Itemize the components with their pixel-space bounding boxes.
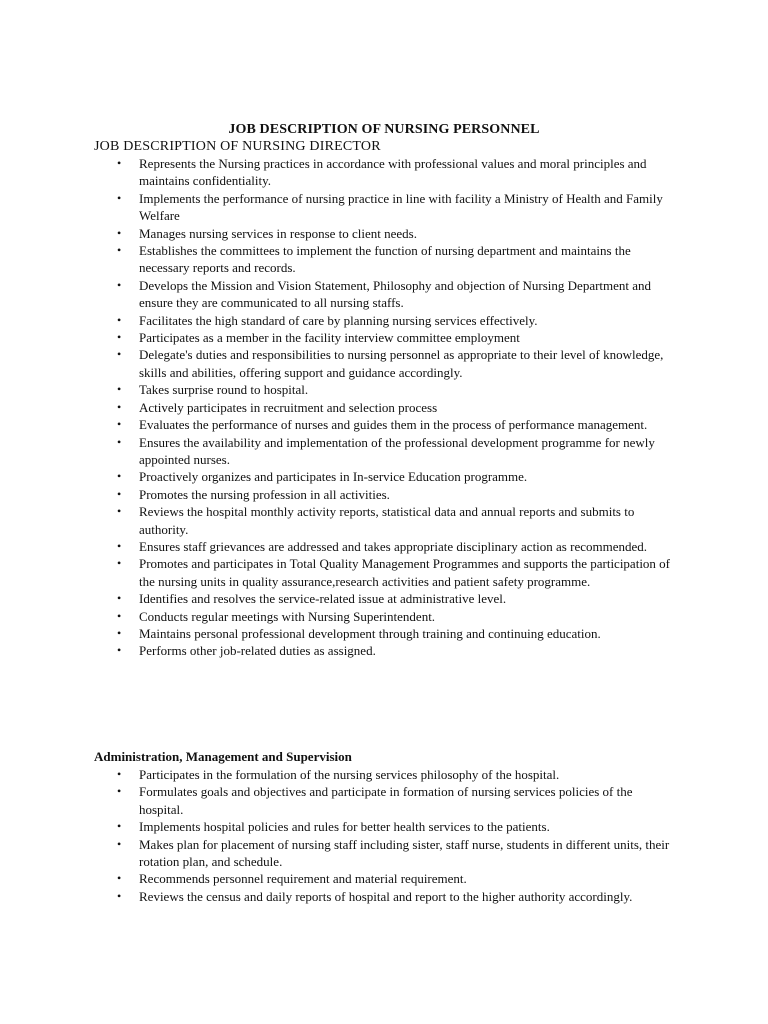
list-item-text: Implements hospital policies and rules for better health services to the patients.	[139, 819, 550, 835]
bullet-icon: •	[117, 643, 122, 658]
list-item-text: Performs other job-related duties as assigned.	[139, 643, 376, 659]
list-item-text: Reviews the hospital monthly activity reports, statistical data and annual reports and submits to authority.	[139, 504, 635, 537]
bullet-icon: •	[117, 556, 122, 571]
list-item-text: Conducts regular meetings with Nursing Superintendent.	[139, 608, 436, 624]
list-item	[0, 555, 768, 590]
list-item-text: Implements the performance of nursing practice in line with facility a Ministry of Health and Family Welfare	[139, 190, 663, 224]
list-item	[0, 870, 768, 887]
bullet-icon: •	[117, 243, 122, 258]
list-item	[0, 468, 768, 485]
bullet-icon: •	[117, 504, 122, 519]
bullet-icon: •	[117, 819, 122, 834]
bullet-list-nursing-director	[0, 155, 768, 660]
bullet-icon: •	[117, 417, 122, 432]
bullet-icon: •	[117, 784, 122, 799]
list-item-text: Facilitates the high standard of care by planning nursing services effectively.	[139, 312, 538, 328]
list-item	[0, 590, 768, 607]
list-item	[0, 642, 768, 659]
bullet-list-administration	[0, 766, 768, 905]
list-item	[0, 888, 768, 905]
bullet-icon: •	[117, 836, 122, 851]
list-item-text: Ensures the availability and implementation of the professional development programme for newly appointed nurses.	[139, 434, 655, 467]
list-item-text: Takes surprise round to hospital.	[139, 382, 309, 398]
list-item	[0, 503, 768, 538]
list-item	[0, 225, 768, 242]
bullet-icon: •	[117, 399, 122, 414]
list-item-text: Represents the Nursing practices in accordance with professional values and moral principles and maintains confidentiality.	[139, 156, 647, 189]
bullet-icon: •	[117, 434, 122, 449]
list-item-text: Formulates goals and objectives and participate in formation of nursing services policies of the hospital.	[139, 784, 633, 817]
section-heading-nursing-director: JOB DESCRIPTION OF NURSING DIRECTOR	[94, 139, 381, 154]
list-item-text: Identifies and resolves the service-related issue at administrative level.	[139, 591, 507, 607]
list-item	[0, 242, 768, 277]
list-item-text: Participates as a member in the facility interview committee employment	[139, 330, 520, 346]
bullet-icon: •	[117, 538, 122, 553]
bullet-icon: •	[117, 591, 122, 606]
list-item	[0, 399, 768, 416]
section-heading-administration: Administration, Management and Supervision	[94, 749, 352, 764]
list-item-text: Establishes the committees to implement the function of nursing department and maintains the necessary reports and records.	[139, 243, 631, 276]
bullet-icon: •	[117, 888, 122, 903]
list-item-text: Recommends personnel requirement and material requirement.	[139, 871, 467, 887]
bullet-icon: •	[117, 625, 122, 640]
list-item	[0, 836, 768, 871]
bullet-icon: •	[117, 871, 122, 886]
bullet-icon: •	[117, 382, 122, 397]
bullet-icon: •	[117, 190, 122, 205]
list-item	[0, 625, 768, 642]
list-item	[0, 766, 768, 783]
list-item	[0, 329, 768, 346]
list-item	[0, 346, 768, 381]
bullet-icon: •	[117, 486, 122, 501]
list-item	[0, 277, 768, 312]
bullet-icon: •	[117, 225, 122, 240]
list-item	[0, 538, 768, 555]
list-item-text: Promotes the nursing profession in all activities.	[139, 486, 390, 502]
list-item	[0, 381, 768, 398]
bullet-icon: •	[117, 469, 122, 484]
list-item-text: Actively participates in recruitment and selection process	[139, 399, 438, 415]
list-item-text: Delegate's duties and responsibilities to nursing personnel as appropriate to their level of knowledge, skills and abilities, offering support and guidance accordingly.	[139, 347, 664, 380]
list-item	[0, 783, 768, 818]
list-item	[0, 608, 768, 625]
list-item	[0, 155, 768, 190]
list-item	[0, 416, 768, 433]
bullet-icon: •	[117, 312, 122, 327]
list-item-text: Develops the Mission and Vision Statement, Philosophy and objection of Nursing Department and ensure they are communicated to all nursing staffs.	[139, 277, 652, 311]
bullet-icon: •	[117, 330, 122, 345]
document-title: JOB DESCRIPTION OF NURSING PERSONNEL	[228, 122, 540, 137]
list-item-text: Participates in the formulation of the nursing services philosophy of the hospital.	[139, 767, 560, 782]
list-item	[0, 434, 768, 469]
list-item	[0, 190, 768, 225]
bullet-icon: •	[117, 277, 122, 292]
list-item-text: Maintains personal professional development through training and continuing education.	[139, 625, 601, 641]
list-item-text: Makes plan for placement of nursing staff including sister, staff nurse, students in different units, their rotation plan, and schedule.	[139, 836, 670, 870]
list-item-text: Promotes and participates in Total Quality Management Programmes and supports the participation of the nursing units in quality assurance,research activities and patient safety programme.	[139, 556, 671, 589]
bullet-icon: •	[117, 767, 122, 781]
list-item	[0, 312, 768, 329]
bullet-icon: •	[117, 608, 122, 623]
list-item	[0, 486, 768, 503]
list-item-text: Reviews the census and daily reports of hospital and report to the higher authority accordingly.	[139, 888, 633, 904]
bullet-icon: •	[117, 156, 122, 170]
list-item-text: Manages nursing services in response to client needs.	[139, 225, 417, 241]
list-item-text: Proactively organizes and participates in In-service Education programme.	[139, 469, 528, 485]
list-item-text: Ensures staff grievances are addressed and takes appropriate disciplinary action as recommended.	[139, 538, 648, 554]
list-item-text: Evaluates the performance of nurses and guides them in the process of performance management.	[139, 417, 648, 433]
bullet-icon: •	[117, 347, 122, 362]
list-item	[0, 818, 768, 835]
